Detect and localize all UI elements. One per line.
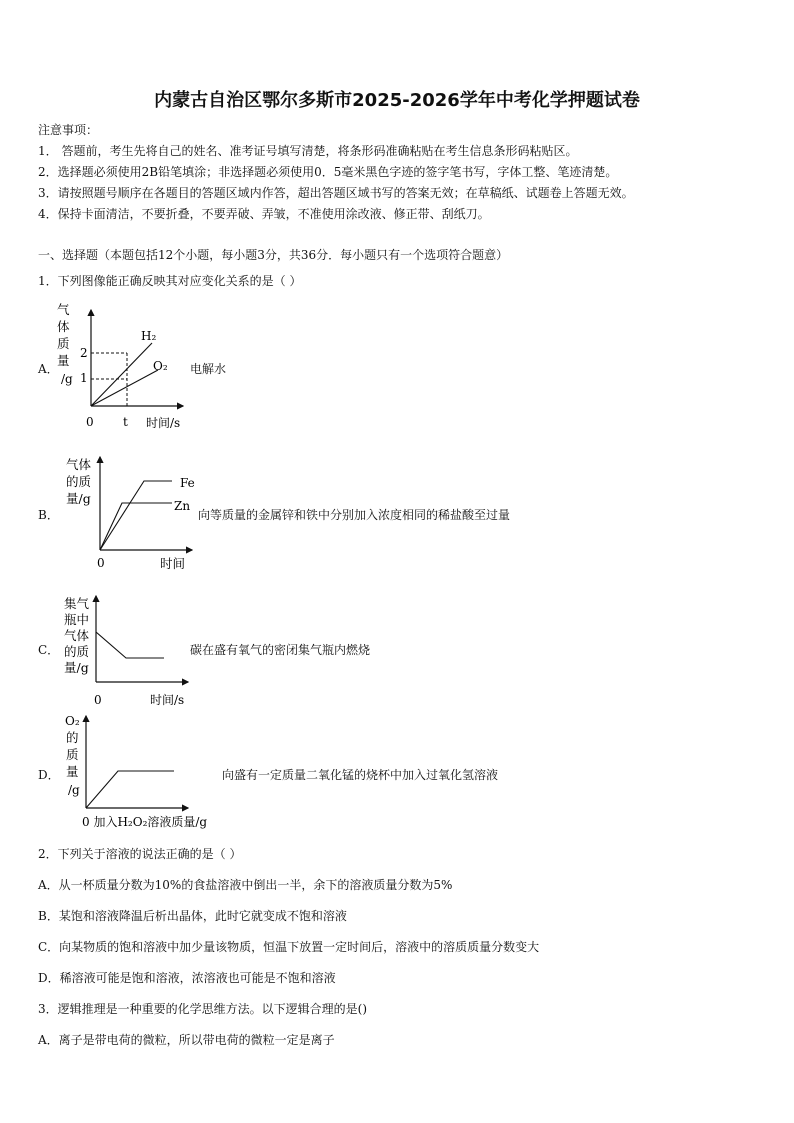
d-ylabel-4: 量: [66, 764, 79, 779]
d-ylabel-3: 质: [66, 747, 79, 762]
c-ylabel-3: 气体: [64, 628, 90, 643]
b-xlabel: 时间: [160, 556, 186, 571]
section-heading: 一、选择题（本题包括12个小题，每小题3分，共36分．每小题只有一个选项符合题意）: [38, 248, 509, 262]
q1-option-d-letter: D．: [38, 768, 60, 782]
d-ylabel-5: /g: [68, 783, 80, 797]
q2-option-a: A．从一杯质量分数为10%的食盐溶液中倒出一半，余下的溶液质量分数为5%: [38, 878, 453, 892]
d-xlabel: 0 加入H₂O₂溶液质量/g: [82, 815, 208, 829]
c-origin: 0: [94, 693, 102, 707]
q2-option-d: D．稀溶液可能是饱和溶液，浓溶液也可能是不饱和溶液: [38, 971, 336, 985]
a-tick-2: 2: [80, 346, 88, 360]
c-ylabel-1: 集气: [64, 596, 90, 611]
a-tick-1: 1: [80, 371, 88, 385]
a-ylabel-5: /g: [61, 372, 73, 386]
b-line-zn: Zn: [174, 499, 191, 513]
a-ylabel-3: 质: [57, 336, 70, 351]
q1-option-c-letter: C．: [38, 643, 60, 657]
c-ylabel-4: 的质: [64, 644, 90, 659]
q1-option-a-letter: A．: [38, 362, 59, 376]
q1-option-b-graph: [62, 453, 202, 575]
a-ylabel-1: 气: [57, 302, 70, 317]
a-xlabel: 时间/s: [146, 416, 181, 430]
b-ylabel-2: 的质: [66, 474, 92, 489]
q1-option-a-graph: [55, 300, 205, 435]
notice-item-2: 2．选择题必须使用2B铅笔填涂；非选择题必须使用0．5毫米黑色字迹的签字笔书写，字体工整、笔迹清楚。: [38, 165, 618, 179]
notice-item-1: 1． 答题前，考生先将自己的姓名、准考证号填写清楚，将条形码准确粘贴在考生信息条形码粘贴区。: [38, 144, 578, 158]
q1-option-a-desc: 电解水: [190, 362, 227, 376]
q2-option-b: B．某饱和溶液降温后析出晶体，此时它就变成不饱和溶液: [38, 909, 347, 923]
question-3-stem: 3．逻辑推理是一种重要的化学思维方法。以下逻辑合理的是(): [38, 1002, 368, 1016]
a-tick-t: t: [123, 415, 128, 429]
c-ylabel-5: 量/g: [64, 660, 89, 675]
q1-option-d-desc: 向盛有一定质量二氧化锰的烧杯中加入过氧化氢溶液: [222, 768, 499, 782]
d-ylabel-2: 的: [66, 730, 79, 745]
page-title: 内蒙古自治区鄂尔多斯市2025-2026学年中考化学押题试卷: [154, 90, 640, 111]
q1-option-b-letter: B．: [38, 508, 59, 522]
b-ylabel-3: 量/g: [66, 491, 91, 506]
a-ylabel-2: 体: [57, 319, 70, 334]
question-1-stem: 1．下列图像能正确反映其对应变化关系的是（ ）: [38, 274, 302, 288]
q1-option-c-graph: [62, 592, 202, 710]
b-ylabel-1: 气体: [66, 457, 92, 472]
c-xlabel: 时间/s: [150, 693, 185, 707]
c-ylabel-2: 瓶中: [64, 612, 90, 627]
a-line-h2: H₂: [141, 329, 157, 343]
b-line-fe: Fe: [180, 476, 195, 490]
q1-option-b-desc: 向等质量的金属锌和铁中分别加入浓度相同的稀盐酸至过量: [198, 508, 511, 522]
notice-heading: 注意事项：: [38, 123, 99, 137]
q2-option-c: C．向某物质的饱和溶液中加少量该物质，恒温下放置一定时间后，溶液中的溶质质量分数变大: [38, 940, 540, 954]
notice-item-4: 4．保持卡面清洁，不要折叠，不要弄破、弄皱，不准使用涂改液、修正带、刮纸刀。: [38, 207, 490, 221]
a-line-o2: O₂: [153, 359, 168, 373]
a-origin: 0: [86, 415, 94, 429]
q3-option-a: A．离子是带电荷的微粒，所以带电荷的微粒一定是离子: [38, 1033, 335, 1047]
q1-option-c-desc: 碳在盛有氧气的密闭集气瓶内燃烧: [190, 643, 371, 657]
question-2-stem: 2．下列关于溶液的说法正确的是（ ）: [38, 847, 242, 861]
b-origin: 0: [97, 556, 105, 570]
d-ylabel-1: O₂: [65, 714, 80, 728]
a-ylabel-4: 量: [57, 353, 70, 368]
notice-item-3: 3．请按照题号顺序在各题目的答题区域内作答，超出答题区域书写的答案无效；在草稿纸、试题卷上答题无效。: [38, 186, 634, 200]
q1-option-d-graph: [62, 712, 222, 832]
